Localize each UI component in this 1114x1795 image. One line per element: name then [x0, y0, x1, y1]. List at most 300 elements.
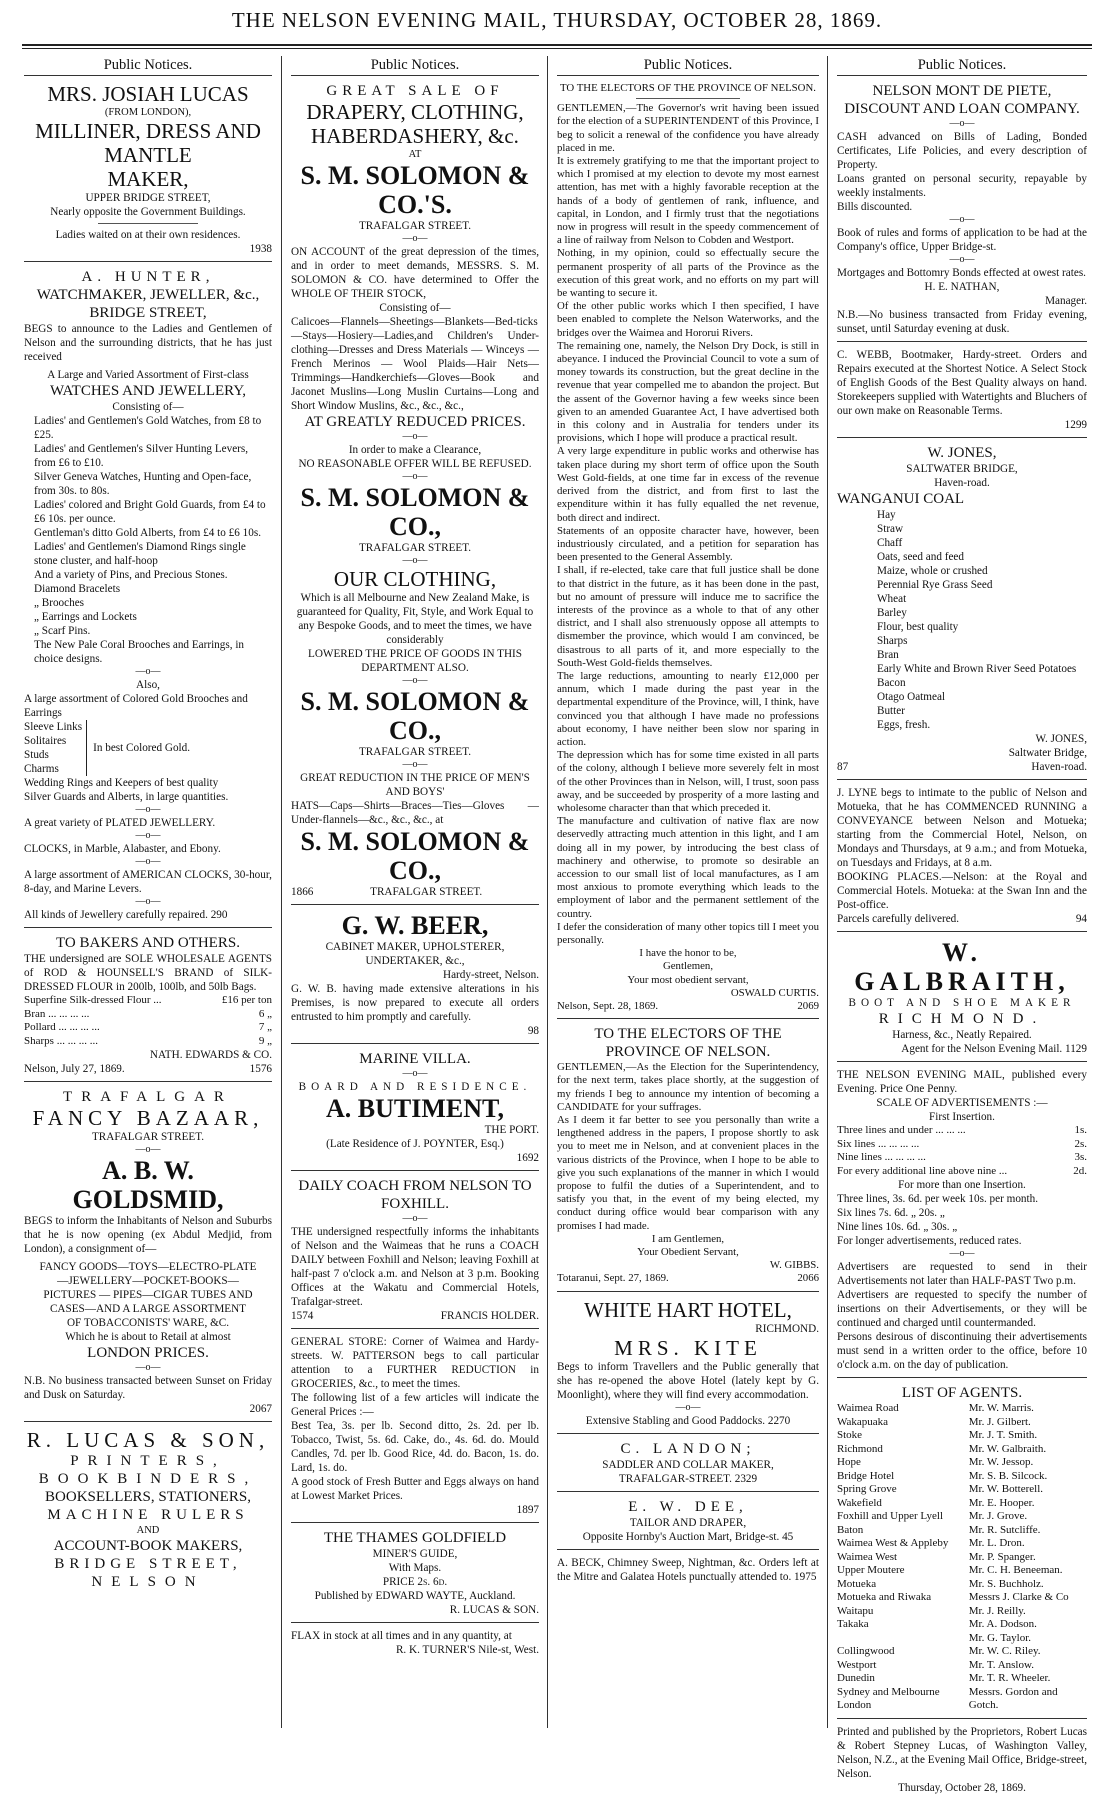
table-row [837, 1551, 1087, 1565]
ad-hunter-watchmaker [24, 268, 272, 928]
ad-text: NO REASONABLE OFFER WILL BE REFUSED. [298, 458, 532, 470]
column-3 [557, 56, 819, 1728]
ad-trade: BOOKBINDERS, [38, 1471, 258, 1487]
ad-text: AND [136, 1525, 160, 1536]
table-cell: Mr. W. C. Riley. [968, 1645, 1041, 1657]
ad-text: Manager. [1045, 295, 1087, 307]
column-heading: Public Notices. [24, 56, 272, 76]
ad-number: 1129 [1065, 1043, 1087, 1055]
ad-daily-coach [291, 1177, 539, 1329]
ad-number: 1692 [516, 1152, 539, 1164]
paragraph: As I deem it far better to see you personally than write a lengthened address in the papers, I propose shortly to ask you to meet me in Nelson, and at convenient places in the various districts of the Province, when I hope to be able to give you such explanations of the manner in which I would propose to fulfil the duties of a Superintendent, and to satisfy you that, in the event of my being elected, my conduct during office would bear comparison with any promises I had made. [557, 1114, 819, 1232]
column-2 [291, 56, 539, 1728]
table-cell: Waitapu [837, 1604, 874, 1617]
table-cell: Collingwood [837, 1645, 895, 1657]
ad-title: THE THAMES GOLDFIELD [323, 1530, 507, 1546]
list-item: Otago Oatmeal [877, 691, 946, 703]
ad-price: PRICE 2s. 6d. [382, 1576, 448, 1588]
ad-general-store [291, 1335, 539, 1523]
table-cell: Mr. T. R. Wheeler. [968, 1672, 1051, 1684]
ad-text: C. WEBB, Bootmaker, Hardy-street. Orders and Repairs executed at the Shortest Notice. A Select Stock of English Goods of the Best Quality always on hand. Storekeepers supplied with Watertights and Bluchers of our own make on Reasonable Terms. [837, 349, 1087, 417]
ad-address: BRIDGE STREET, [54, 1556, 242, 1572]
list-of-agents [837, 1384, 1087, 1719]
ad-text: Advertisers are requested to specify the number of insertions on their Advertisements, or they will be continued and charged until countermanded. [837, 1289, 1087, 1329]
ad-name: W. JONES, [927, 445, 997, 461]
table-cell: Mr. P. Spanger. [968, 1550, 1036, 1563]
table-cell: Mr. J. Reilly. [968, 1604, 1026, 1617]
ad-text: LOWERED THE PRICE OF GOODS IN THIS DEPARTMENT ALSO. [307, 648, 522, 674]
table-cell: Messrs J. Clarke & Co [968, 1591, 1069, 1603]
ad-landon-saddler [557, 1440, 819, 1492]
ad-title: TO THE ELECTORS OF THE PROVINCE OF NELSON. [560, 82, 816, 94]
ad-text: Silver Guards and Alberts, in large quantities. [24, 791, 229, 803]
table-row [837, 1645, 1087, 1659]
list-item: Barley [877, 607, 907, 619]
ad-goods: PICTURES — PIPES—CIGAR TUBES AND [43, 1289, 253, 1301]
ad-address: Haven-road. [934, 477, 990, 489]
table-row [837, 1564, 1087, 1578]
table-row [837, 1524, 1087, 1538]
ad-trade: BOOKSELLERS, STATIONERS, [45, 1489, 251, 1505]
ad-firm: S. M. SOLOMON & CO., [300, 827, 530, 885]
ad-text: The following list of a few articles will indicate the General Prices :— [291, 1392, 539, 1418]
ad-signature: OSWALD CURTIS. [730, 986, 819, 999]
table-row [837, 1510, 1087, 1524]
ad-text: Consisting of— [379, 302, 451, 314]
list-item: And a variety of Pins, and Precious Stones. [34, 569, 228, 581]
table-cell: For every additional line above nine ... [837, 1164, 1008, 1177]
brace-text: In best Colored Gold. [93, 742, 191, 754]
table-cell: 1s. [1074, 1124, 1087, 1136]
table-cell: 6 „ [258, 1007, 272, 1020]
ad-name: A. B. W. GOLDSMID, [72, 1156, 224, 1214]
ad-address: RICHMOND. [878, 1011, 1046, 1027]
ad-text: A large assortment of Colored Gold Brooches and Earrings [24, 693, 248, 719]
ad-number: 290 [210, 909, 228, 921]
ad-number: 2069 [797, 1000, 819, 1013]
ad-trade: MILLINER, DRESS AND MANTLE [35, 119, 261, 167]
table-cell: Mr. J. T. Smith. [968, 1429, 1038, 1441]
ad-heading: LONDON PRICES. [87, 1345, 209, 1361]
ad-text: A. BECK, Chimney Sweep, Nightman, &c. Orders left at the Mitre and Galatea Hotels punctually attended to. [557, 1556, 819, 1583]
ad-number: 2066 [797, 1272, 819, 1285]
ad-closing: Your most obedient servant, [627, 973, 749, 986]
list-item: Ladies' and Gentlemen's Silver Hunting Levers, from £6 to £10. [34, 443, 249, 469]
table-cell: Dunedin [837, 1672, 875, 1684]
paragraph: I defer the consideration of many other topics till I meet you personally. [557, 920, 819, 946]
table-cell: Mr. W. Jessop. [968, 1456, 1034, 1468]
ad-closing: Gentlemen, [662, 960, 714, 973]
table-cell: Waimea West [837, 1550, 898, 1563]
ad-text: CASH advanced on Bills of Lading, Bonded Certificates, Life Policies, and every description of Property. [837, 131, 1087, 171]
ad-name: E. W. DEE, [628, 1498, 748, 1515]
ad-title: TO THE ELECTORS OF THE PROVINCE OF NELSON. [594, 1026, 782, 1061]
ad-number: 98 [527, 1025, 539, 1037]
ad-trade: BOOT AND SHOE MAKER [848, 997, 1076, 1009]
ad-text: Begs to inform Travellers and the Public generally that she has re-opened the above Hotel (lately kept by G. Moonlight), where they will find every accommodation. [557, 1360, 819, 1401]
list-item: „ Brooches [34, 597, 85, 609]
column-divider [827, 56, 828, 1728]
paragraph: Statements of an opposite character have, however, been industriously circulated, and a petition for separation has been presented to the General Assembly. [557, 524, 819, 564]
ad-trade: ACCOUNT-BOOK MAKERS, [53, 1538, 243, 1554]
ad-text: Mortgages and Bottomry Bonds effected at owest rates. [837, 267, 1086, 279]
ad-text: G. W. B. having made extensive alterations in his Premises, is now prepared to execute all orders entrusted to him promptly and carefully. [291, 983, 539, 1023]
table-cell: Pollard ... ... ... ... [24, 1021, 100, 1033]
table-cell: 7 „ [258, 1021, 272, 1033]
ad-scale-of-advertisements [837, 1068, 1087, 1378]
divider: —o— [402, 759, 428, 770]
ad-firm: S. M. SOLOMON & CO., [300, 687, 530, 745]
ad-thames-goldfield [291, 1529, 539, 1623]
ad-closing: I am Gentlemen, [651, 1232, 725, 1245]
divider: —o— [135, 804, 161, 815]
list-item: Bran [877, 649, 899, 661]
ad-number: 45 [782, 1530, 794, 1543]
ad-title: MARINE VILLA. [359, 1051, 471, 1067]
divider: —o— [402, 471, 428, 482]
table-cell: Mr. J. Gilbert. [968, 1415, 1031, 1428]
ad-number: 87 [837, 761, 849, 773]
ad-bakers [24, 934, 272, 1082]
ad-number: 1299 [1064, 419, 1087, 431]
masthead-rule [22, 44, 1092, 46]
item-list [837, 508, 1087, 732]
ad-heading: WANGANUI COAL [837, 491, 965, 507]
ad-text: Which he is about to Retail at almost [65, 1331, 231, 1343]
divider: —o— [402, 1213, 428, 1224]
table-cell: Mr. J. Grove. [968, 1510, 1028, 1522]
table-row [837, 1483, 1087, 1497]
table-cell: Three lines and under ... ... ... [837, 1124, 966, 1136]
ad-text: Nearly opposite the Government Buildings. [50, 206, 246, 218]
brace-group [24, 720, 272, 776]
ad-text: First Insertion. [929, 1111, 995, 1123]
paragraph: The large reductions, amounting to nearly £12,000 per annum, which I made during the past year in the departmental expenditure of the Province, will, I think, have convinced you that although I have made no professions about economy, I have neither been slow nor sparing in action. [557, 669, 819, 748]
ad-address: UPPER BRIDGE STREET, [85, 192, 211, 204]
divider: —o— [135, 1362, 161, 1373]
ad-lyne-conveyance [837, 786, 1087, 932]
table-cell: £16 per ton [221, 994, 272, 1006]
rates-table [837, 1124, 1087, 1178]
ad-signature: FRANCIS HOLDER. [440, 1310, 539, 1322]
paragraph: The depression which has for some time existed in all parts of the colony, although I believe more severely felt in most of the other Provinces than in Nelson, will, I trust, soon pass away, and be succeeded by prosperity of a more lasting and wholesome character than that which preceded it. [557, 749, 819, 814]
ad-number: 2270 [767, 1414, 791, 1427]
table-row [837, 1699, 1087, 1713]
ad-fancy-bazaar [24, 1088, 272, 1422]
short-rule [636, 98, 741, 99]
list-item: Eggs, fresh. [877, 719, 931, 731]
table-cell: Baton [837, 1523, 864, 1536]
table-cell: 9 „ [258, 1034, 272, 1047]
ad-number: 1938 [249, 243, 272, 255]
list-item: Butter [877, 705, 905, 717]
short-rule [98, 223, 197, 224]
table-cell: Wakapuaka [837, 1415, 889, 1428]
ad-title: HABERDASHERY, &c. [311, 124, 519, 148]
ad-name: G. W. BEER, [341, 911, 489, 940]
table-row [837, 1443, 1087, 1457]
ad-text: All kinds of Jewellery carefully repaired. [24, 909, 208, 921]
list-item: Oats, seed and feed [877, 551, 964, 563]
list-item: Charms [24, 763, 59, 775]
table-cell: Mr. W. Galbraith. [968, 1442, 1047, 1455]
table-cell: Spring Grove [837, 1483, 897, 1495]
list-item: Ladies' and Gentlemen's Gold Watches, from £8 to £25. [34, 415, 262, 441]
table-cell: Upper Moutere [837, 1564, 905, 1576]
table-row [837, 1151, 1087, 1165]
ad-signature: R. LUCAS & SON. [449, 1604, 539, 1616]
list-item: Hay [877, 509, 896, 521]
table-row [24, 1008, 272, 1022]
ad-text: Wedding Rings and Keepers of best quality [24, 777, 219, 789]
ad-title: FANCY BAZAAR, [32, 1106, 264, 1130]
table-cell: Waimea Road [837, 1402, 899, 1414]
ad-text: Consisting of— [112, 401, 184, 413]
table-row [837, 1591, 1087, 1605]
list-item: Maize, whole or crushed [877, 565, 988, 577]
ad-title: MRS. JOSIAH LUCAS [47, 82, 249, 106]
list-item: „ Earrings and Lockets [34, 611, 137, 623]
ad-text: THE undersigned respectfully informs the inhabitants of Nelson and the Waimeas that he runs a COACH DAILY between Foxhill and Nelson; leaving Foxhill at half-past 7 o'clock a.m. and Nelson at 3 p.m. Booking Offices at the Wakatu and Commercial Hotels, Trafalgar-street. [291, 1226, 539, 1308]
ad-address: TRAFALGAR STREET. [358, 542, 472, 554]
ad-date: Nelson, July 27, 1869. [24, 1063, 125, 1075]
ad-text: BEGS to inform the Inhabitants of Nelson and Suburbs that he is now opening (ex Abdul Medjid, from London), a consignment of— [24, 1215, 272, 1255]
list-item: Bacon [877, 677, 906, 689]
ad-text: Nine lines 10s. 6d. „ 30s. „ [837, 1221, 958, 1233]
table-cell: Mr. W. Marris. [968, 1402, 1034, 1414]
table-row [24, 1035, 272, 1049]
ad-curtis-address [557, 82, 819, 1019]
item-list [24, 414, 272, 666]
paragraph: The manufacture and cultivation of native flax are now deservedly attracting much attention in this light, and I am doing all in my power, by introducing the best class of machinery and otherwise, to promote so desirable an accession to our small list of local manufactures, as I am most anxious to promote everything which leads to the employment of labor and the permanent settlement of the country. [557, 815, 819, 920]
ad-number: 1574 [291, 1310, 314, 1322]
table-row [837, 1456, 1087, 1470]
table-cell: Stoke [837, 1429, 863, 1441]
table-cell: Superfine Silk-dressed Flour ... [24, 994, 162, 1006]
divider: —o— [135, 856, 161, 867]
table-row [24, 1021, 272, 1035]
ad-address: Opposite Hornby's Auction Mart, Bridge-st. [582, 1530, 780, 1543]
table-cell: 2s. [1074, 1137, 1087, 1150]
table-cell: Mr. R. Sutcliffe. [968, 1523, 1041, 1536]
ad-trade: CABINET MAKER, UPHOLSTERER, UNDERTAKER, &c., [325, 941, 505, 967]
table-cell: Motueka [837, 1577, 877, 1590]
ad-name: C. LANDON; [620, 1440, 756, 1457]
ad-text: Bills discounted. [837, 201, 913, 213]
ad-text: A large assortment of AMERICAN CLOCKS, 30-hour, 8-day, and Marine Levers. [24, 869, 272, 895]
ad-address: TRAFALGAR STREET. [370, 886, 483, 898]
table-cell: Six lines ... ... ... ... [837, 1137, 920, 1150]
ad-address: THE PORT. [484, 1124, 539, 1136]
ad-text: AT [408, 149, 422, 160]
list-item: Solitaires [24, 735, 67, 747]
column-heading: Public Notices. [837, 56, 1087, 76]
ad-text: Book of rules and forms of application to be had at the Company's office, Upper Bridge-st. [837, 227, 1087, 253]
ad-white-hart-hotel [557, 1298, 819, 1434]
ad-webb-bootmaker [837, 348, 1087, 438]
table-cell: Sydney and Melbourne [837, 1685, 940, 1698]
ad-subtitle: BOARD AND RESIDENCE. [298, 1081, 532, 1093]
ad-signature: H. E. NATHAN, [924, 281, 1000, 293]
table-row [837, 1632, 1087, 1646]
ad-address: TRAFALGAR STREET. [358, 220, 472, 232]
ad-text: Published by EDWARD WAYTE, Auckland. [314, 1590, 516, 1602]
ad-text: In order to make a Clearance, [348, 444, 482, 456]
list-item: Flour, best quality [877, 621, 959, 633]
ad-title: TO BAKERS AND OTHERS. [56, 935, 240, 951]
ad-trade: MACHINE RULERS [47, 1507, 249, 1523]
ad-text: J. LYNE begs to intimate to the public of Nelson and Motueka, that he has COMMENCED RUNNING a CONVEYANCE between Nelson and Motueka; starting from the Commercial Hotel, Nelson, on Mondays and Thursdays, at 9 a.m.; and from Motueka, on Tuesdays and Fridays, at 8 a.m. [837, 787, 1087, 869]
table-cell: Mr. S. B. Silcock. [968, 1469, 1048, 1482]
table-row [837, 1672, 1087, 1686]
ad-heading: AT GREATLY REDUCED PRICES. [304, 414, 526, 430]
ad-number: 1866 [291, 886, 314, 898]
ad-text: N.B.—No business transacted from Friday evening, sunset, until Saturday evening at dusk. [837, 309, 1087, 335]
paragraph: GENTLEMEN,—As the Election for the Superintendency, for the next term, takes place shortly, at the suggestion of my friends I beg to announce my intention of becoming a CANDIDATE for your suffrages. [557, 1061, 819, 1113]
ad-heading: SCALE OF ADVERTISEMENTS :— [876, 1097, 1048, 1109]
imprint-date: Thursday, October 28, 1869. [898, 1781, 1026, 1794]
paragraph: Nothing, in my opinion, could so effectually secure the permanent prosperity of all parts of the Province as the execution of this great work, and no efforts on my part will be wanting to secure it. [557, 247, 819, 300]
ad-text: Harness, &c., Neatly Repaired. [892, 1029, 1032, 1041]
ad-text: Parcels carefully delivered. [837, 913, 960, 925]
table-cell: Mr. S. Buchholz. [968, 1577, 1044, 1590]
ad-gibbs-address [557, 1025, 819, 1291]
table-row [837, 1124, 1087, 1138]
column-divider [547, 56, 548, 1728]
divider: —o— [135, 1144, 161, 1155]
ad-text: For longer advertisements, reduced rates. [837, 1235, 1022, 1247]
table-cell: Wakefield [837, 1496, 882, 1509]
ad-text: Advertisers are requested to send in their Advertisements not later than HALF-PAST Two p.m. [837, 1261, 1087, 1287]
ad-text: HATS—Caps—Shirts—Braces—Ties—Gloves —Under-flannels—&c., &c., &c., at [291, 800, 539, 826]
ad-number: 1897 [516, 1504, 539, 1516]
ad-title: DAILY COACH FROM NELSON TO FOXHILL. [298, 1178, 532, 1212]
column-4 [837, 56, 1087, 1794]
list-item: „ Scarf Pins. [34, 625, 91, 637]
paragraph: Of the other public works which I then specified, I have been enabled to complete the Nelson Waterworks, and the bridges over the Waimea and Hororui Rivers. [557, 300, 819, 339]
table-cell: Sharps ... ... ... ... [24, 1034, 98, 1047]
ad-address: TRAFALGAR STREET. [358, 746, 472, 758]
table-row [24, 994, 272, 1008]
ad-text: Loans granted on personal security, repayable by weekly instalments. [837, 173, 1087, 199]
ad-title: GREAT SALE OF [326, 83, 504, 99]
divider: —o— [135, 896, 161, 907]
ad-text: BOOKING PLACES.—Nelson: at the Royal and Commercial Hotels. Motueka: at the Swan Inn and the Post-office. [837, 871, 1087, 911]
ad-text: CLOCKS, in Marble, Alabaster, and Ebony. [24, 843, 221, 855]
ad-text: FLAX in stock at all times and in any quantity, at [291, 1630, 512, 1642]
ad-title: TRAFALGAR [63, 1089, 233, 1105]
table-cell: Richmond [837, 1442, 883, 1455]
ad-address: NELSON [91, 1574, 205, 1590]
table-row [837, 1605, 1087, 1619]
ad-closing: Your Obedient Servant, [637, 1246, 739, 1259]
ad-address: Hardy-street, Nelson. [443, 969, 539, 981]
ad-address: Saltwater Bridge, [1008, 747, 1087, 759]
ad-title: NELSON MONT DE PIETE, DISCOUNT AND LOAN COMPANY. [844, 83, 1080, 117]
table-row [837, 1537, 1087, 1551]
ad-title: WHITE HART HOTEL, [584, 1297, 792, 1322]
ad-title: DRAPERY, CLOTHING, [306, 100, 524, 124]
ad-trade: PRINTERS, [70, 1453, 226, 1469]
table-row [837, 1165, 1087, 1179]
ad-number: 1576 [249, 1063, 272, 1075]
list-item: Gentleman's ditto Gold Alberts, from £4 to £6 10s. [34, 527, 261, 539]
ad-signature: W. GIBBS. [769, 1259, 819, 1272]
ad-signature: NATH. EDWARDS & CO. [149, 1049, 272, 1061]
ad-goods: CASES—AND A LARGE ASSORTMENT [49, 1303, 247, 1315]
ad-text: N.B. No business transacted between Sunset on Friday and Dusk on Saturday. [24, 1375, 272, 1401]
ad-address: TRAFALGAR STREET. [91, 1131, 205, 1143]
table-cell: London [837, 1699, 872, 1711]
table-cell: Foxhill and Upper Lyell [837, 1510, 944, 1522]
list-item: Ladies' and Gentlemen's Diamond Rings single stone cluster, and half-hoop [34, 541, 246, 567]
ad-text: BEGS to announce to the Ladies and Gentlemen of Nelson and the surrounding districts, that he has just received [24, 323, 272, 363]
table-cell: Bridge Hotel [837, 1469, 895, 1482]
ad-number: 2329 [734, 1472, 758, 1485]
table-cell: Mr. E. Hooper. [968, 1496, 1035, 1509]
agents-table [837, 1402, 1087, 1713]
divider: —o— [949, 214, 975, 225]
ad-trade-2: MAKER, [107, 167, 189, 191]
table-cell: Nine lines ... ... ... ... [837, 1151, 926, 1163]
ad-title: R. LUCAS & SON, [26, 1428, 270, 1452]
table-row [837, 1138, 1087, 1152]
table-cell: Mr. C. H. Beneeman. [968, 1564, 1063, 1576]
list-item: Early White and Brown River Seed Potatoes [877, 663, 1077, 675]
ad-jones-coal [837, 444, 1087, 780]
table-row [837, 1659, 1087, 1673]
ad-text: A great variety of PLATED JEWELLERY. [24, 817, 216, 829]
ad-address: Haven-road. [1031, 761, 1087, 773]
divider: —o— [675, 1401, 701, 1413]
table-row [837, 1402, 1087, 1416]
ad-name: W. GALBRAITH, [854, 938, 1070, 996]
ad-galbraith [837, 938, 1087, 1062]
list-item: Sleeve Links [24, 721, 83, 733]
ad-text: A good stock of Fresh Butter and Eggs always on hand at Lowest Market Prices. [291, 1476, 539, 1502]
ad-text: Extensive Stabling and Good Paddocks. [585, 1414, 766, 1427]
table-cell: Hope [837, 1456, 861, 1468]
table-cell [837, 1632, 969, 1646]
ad-text: Also, [136, 679, 160, 691]
table-cell: Bran ... ... ... ... [24, 1007, 90, 1020]
ad-text: THE undersigned are SOLE WHOLESALE AGENTS of ROD & HOUNSELL'S BRAND of SILK-DRESSED FLOUR in 200lb, 100lb, and 50lb Bags. [24, 953, 272, 993]
ad-text: Best Tea, 3s. per lb. Second ditto, 2s. 2d. per lb. Tobacco, Twist, 5s. 6d. Cake, do., 4s. 6d. do. Mould Candles, 7d. per lb. Good Rice, 4d. do. Bacon, 1s. do. Lard, 1s. do. [291, 1420, 539, 1474]
ad-text: ON ACCOUNT of the great depression of the times, and in order to meet demands, MESSRS. S. M. SOLOMON & CO. have determined to Offer the WHOLE OF THEIR STOCK, [291, 246, 539, 300]
ad-text: Which is all Melbourne and New Zealand Make, is guaranteed for Quality, Fit, Style, and Work Equal to any Bespoke Goods, and to meet the times, we have considerably [296, 592, 534, 646]
table-cell: 3s. [1074, 1151, 1087, 1163]
ad-marine-villa [291, 1050, 539, 1171]
list-item: Studs [24, 749, 49, 761]
list-item: Chaff [877, 537, 903, 549]
divider: —o— [949, 118, 975, 129]
ad-trade: SADDLER AND COLLAR MAKER, [602, 1458, 774, 1471]
ad-name: A. BUTIMENT, [326, 1094, 504, 1123]
table-row [837, 1618, 1087, 1632]
paragraph: GENTLEMEN,—The Governor's writ having been issued for the election of a SUPERINTENDENT of this Province, I beg to solicit a renewal of the confidence you have already placed in me. [557, 102, 819, 154]
paragraph: A very large expenditure in public works and otherwise has taken place during my short term of office upon the South West Gold-fields, at one time far in excess of the revenue derived from the district, and from first to last the expenditure within it has fully equalled the net revenue, both direct and indirect. [557, 445, 819, 524]
ad-text: Ladies waited on at their own residences. [55, 229, 241, 241]
ad-beer-cabinet-maker [291, 911, 539, 1044]
ad-goods: OF TOBACCONISTS' WARE, &C. [66, 1317, 230, 1329]
table-cell: Mr. W. Botterell. [968, 1483, 1044, 1495]
table-row [837, 1578, 1087, 1592]
price-table [24, 994, 272, 1048]
column-divider [281, 56, 282, 1728]
ad-signature: R. K. TURNER'S Nile-st, West. [395, 1644, 539, 1656]
table-cell: Takaka [837, 1618, 869, 1630]
divider: —o— [402, 233, 428, 244]
